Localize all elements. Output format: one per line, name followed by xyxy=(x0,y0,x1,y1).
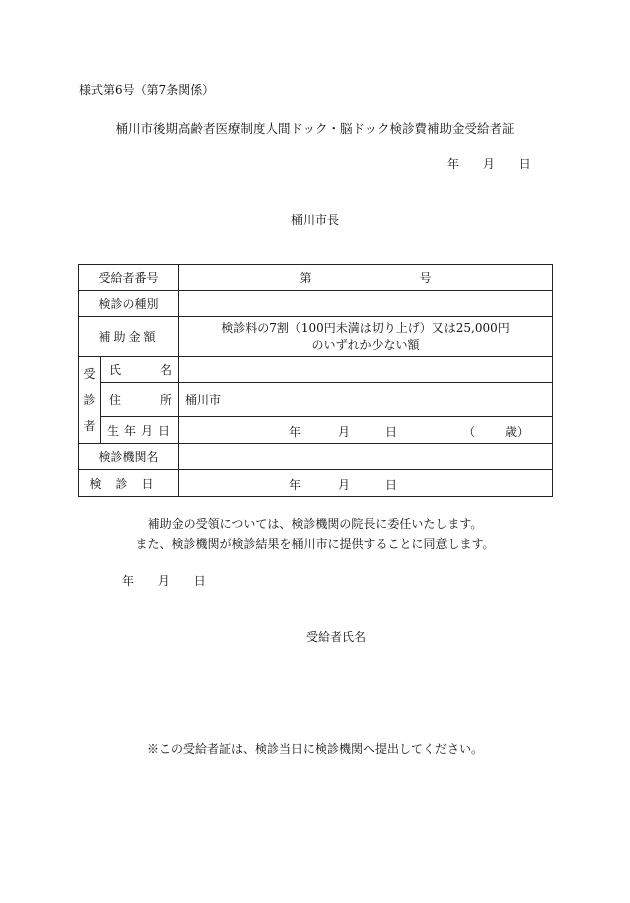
recipient-name-label: 受給者氏名 xyxy=(306,630,367,644)
row-exam-type xyxy=(79,291,553,317)
examinee-group-label xyxy=(79,357,101,444)
age-unit: 歳） xyxy=(505,425,530,439)
institution-label: 検診機関名 xyxy=(79,444,179,470)
document-title: 桶川市後期高齢者医療制度人間ドック・脳ドック検診費補助金受給者証 xyxy=(115,121,515,136)
subsidy-amount-label: 補助金額 xyxy=(79,317,179,357)
exam-date-label: 検診日 xyxy=(79,470,179,497)
issue-date-month: 月 xyxy=(482,157,495,171)
consent-note-2: また、検診機関が検診結果を桶川市に提供することに同意します。 xyxy=(135,537,495,551)
address-field[interactable]: 桶川市 xyxy=(179,383,553,417)
exam-month: 月 xyxy=(338,478,351,492)
exam-day: 日 xyxy=(385,478,398,492)
row-address xyxy=(79,383,553,417)
mayor-addressee: 桶川市長 xyxy=(290,213,339,227)
birthdate-label: 生年月日 xyxy=(101,417,179,444)
birth-year: 年 xyxy=(289,425,302,439)
certificate-table xyxy=(78,264,553,497)
signature-date xyxy=(122,572,226,589)
address-label xyxy=(101,383,179,417)
birth-month: 月 xyxy=(338,425,351,439)
recipient-number-suffix: 号 xyxy=(419,271,432,285)
birth-day: 日 xyxy=(385,425,398,439)
row-name xyxy=(79,357,553,383)
issue-date xyxy=(447,155,551,172)
row-institution xyxy=(79,444,553,470)
examinee-char-3: 者 xyxy=(83,419,96,433)
exam-type-label: 検診の種別 xyxy=(79,291,179,317)
age-open-paren: （ xyxy=(463,425,476,439)
issue-date-day: 日 xyxy=(518,157,531,171)
recipient-number-field[interactable] xyxy=(179,265,553,291)
recipient-number-prefix: 第 xyxy=(299,271,312,285)
name-field[interactable] xyxy=(179,357,553,383)
name-label xyxy=(101,357,179,383)
signature-date-year: 年 xyxy=(122,574,135,588)
name-label-char-1: 氏 xyxy=(109,363,122,377)
exam-year: 年 xyxy=(289,478,302,492)
examinee-char-2: 診 xyxy=(83,393,96,407)
row-exam-date xyxy=(79,470,553,497)
footer-note: ※この受給者証は、検診当日に検診機関へ提出してください。 xyxy=(146,742,483,756)
recipient-number-label: 受給者番号 xyxy=(79,265,179,291)
subsidy-amount-line1: 検診料の7割（100円未満は切り上げ）又は25,000円 xyxy=(221,320,510,335)
issue-date-year: 年 xyxy=(447,157,460,171)
signature-date-month: 月 xyxy=(157,574,170,588)
name-label-char-2: 名 xyxy=(160,363,173,377)
exam-date-field[interactable] xyxy=(179,470,553,497)
row-recipient-number xyxy=(79,265,553,291)
birthdate-field[interactable] xyxy=(179,417,553,444)
subsidy-amount-text xyxy=(179,317,553,357)
institution-field[interactable] xyxy=(179,444,553,470)
address-label-char-2: 所 xyxy=(160,393,173,407)
row-birthdate xyxy=(79,417,553,444)
form-number: 様式第6号（第7条関係） xyxy=(79,83,215,97)
subsidy-amount-line2: のいずれか少ない額 xyxy=(311,337,420,352)
address-label-char-1: 住 xyxy=(109,393,122,407)
examinee-char-1: 受 xyxy=(83,367,96,381)
signature-date-day: 日 xyxy=(193,574,206,588)
exam-type-field[interactable] xyxy=(179,291,553,317)
row-subsidy-amount xyxy=(79,317,553,357)
consent-note-1: 補助金の受領については、検診機関の院長に委任いたします。 xyxy=(147,517,483,531)
